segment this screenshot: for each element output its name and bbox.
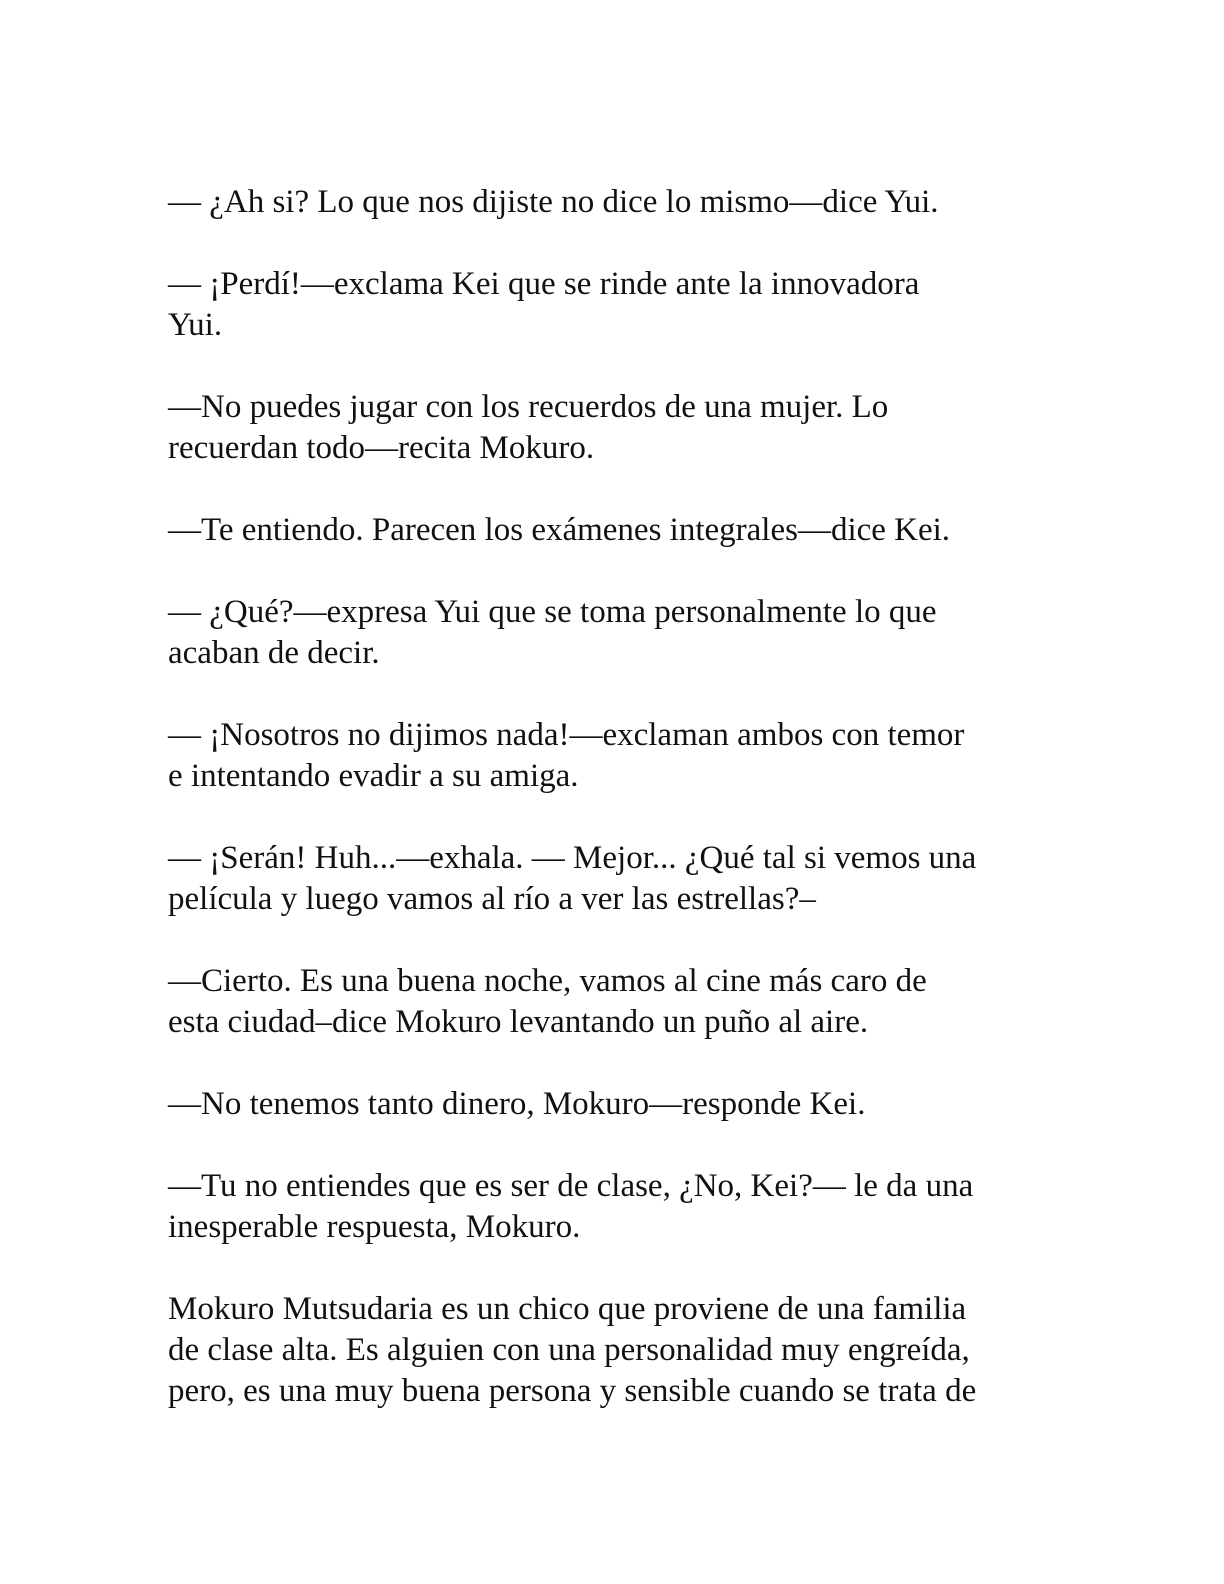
paragraph-8: —Cierto. Es una buena noche, vamos al cine más caro de esta ciudad–dice Mokuro levantando un puño al aire. (168, 963, 927, 1040)
paragraph-3: —No puedes jugar con los recuerdos de una mujer. Lo recuerdan todo—recita Mokuro. (168, 389, 889, 466)
page-body (168, 182, 1068, 1453)
paragraph-11: Mokuro Mutsudaria es un chico que proviene de una familia de clase alta. Es alguien con una personalidad muy engreída, pero, es una muy buena persona y sensible cuando se trata de (168, 1291, 977, 1409)
paragraph-6: — ¡Nosotros no dijimos nada!—exclaman ambos con temor e intentando evadir a su amiga. (168, 717, 965, 794)
paragraph-4: —Te entiendo. Parecen los exámenes integrales—dice Kei. (168, 512, 951, 548)
paragraph-5: — ¿Qué?—expresa Yui que se toma personalmente lo que acaban de decir. (168, 594, 937, 671)
paragraph-1: — ¿Ah si? Lo que nos dijiste no dice lo mismo—dice Yui. (168, 184, 939, 220)
paragraph-10: —Tu no entiendes que es ser de clase, ¿No, Kei?— le da una inesperable respuesta, Mokuro. (168, 1168, 974, 1245)
paragraph-2: — ¡Perdí!—exclama Kei que se rinde ante la innovadora Yui. (168, 266, 920, 343)
paragraph-9: —No tenemos tanto dinero, Mokuro—responde Kei. (168, 1086, 866, 1122)
paragraph-7: — ¡Serán! Huh...—exhala. — Mejor... ¿Qué tal si vemos una película y luego vamos al río a ver las estrellas?– (168, 840, 977, 917)
